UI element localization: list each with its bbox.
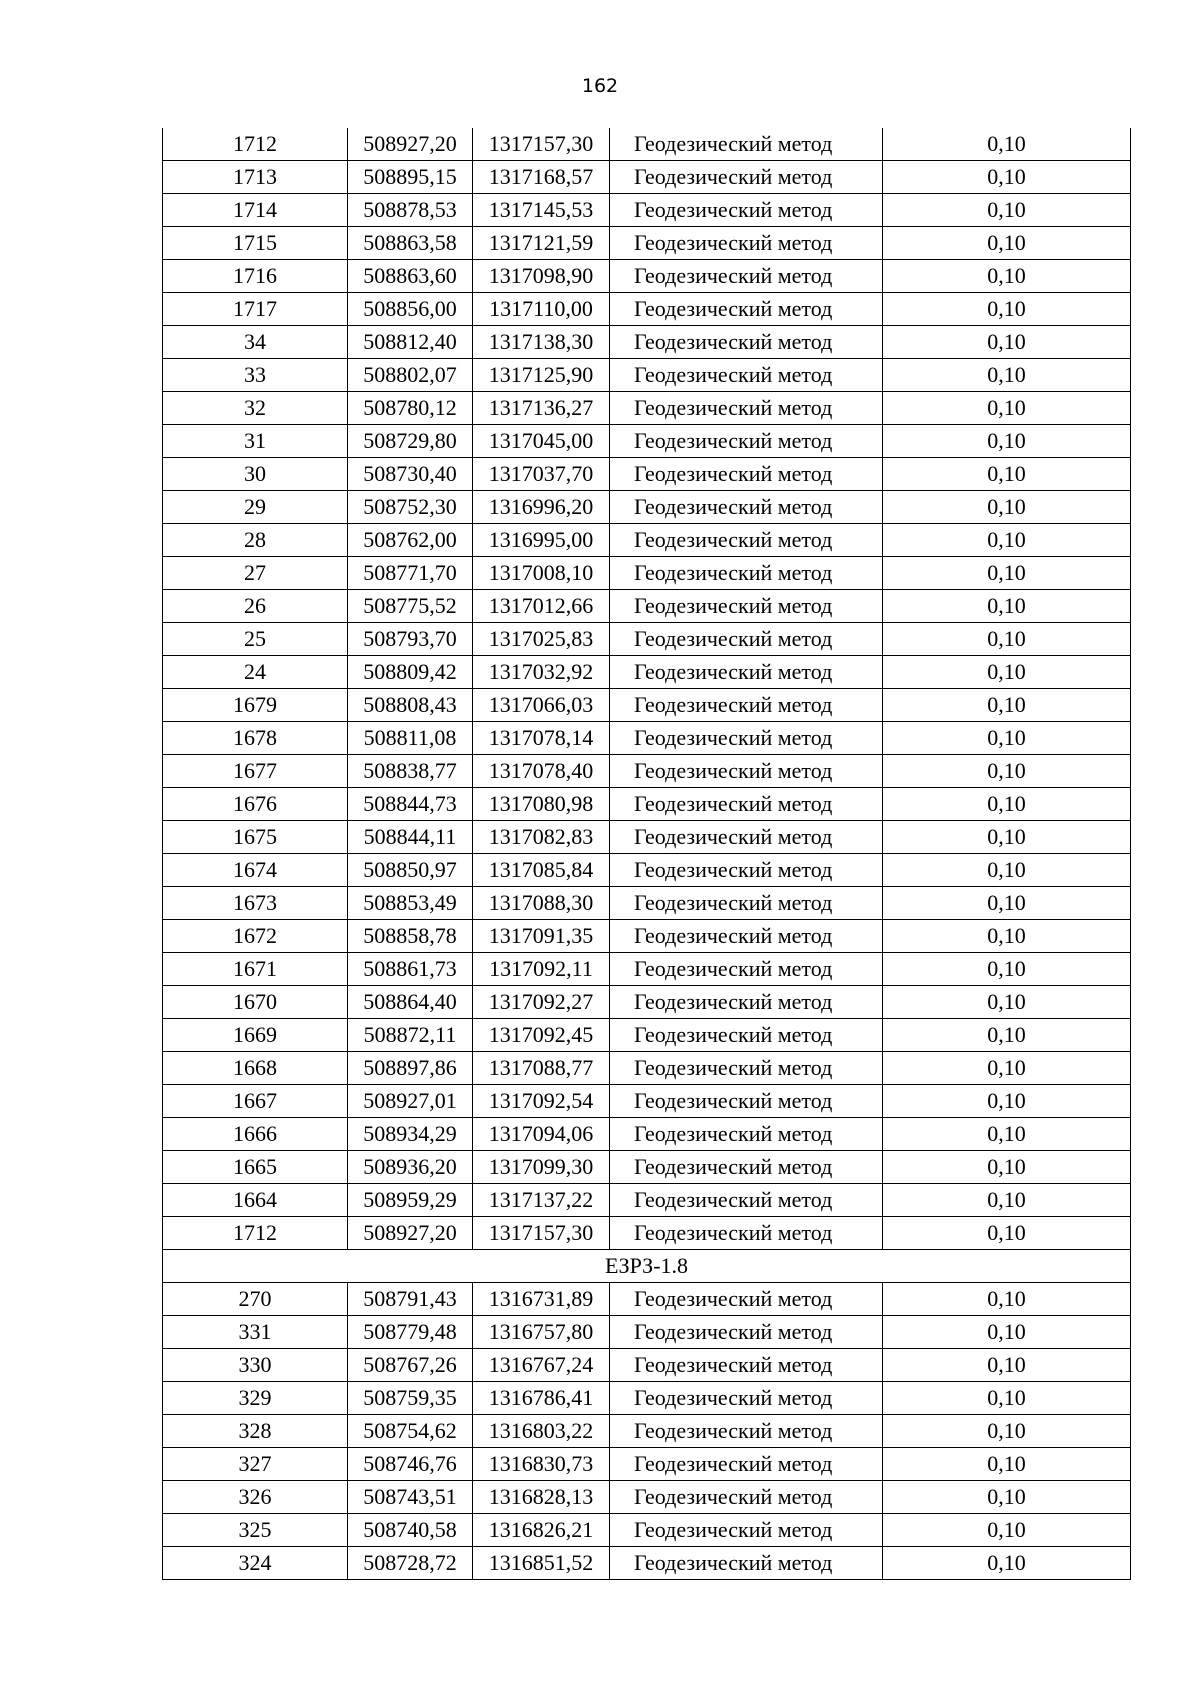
table-row bbox=[163, 689, 1131, 722]
accuracy-cell: 0,10 bbox=[883, 260, 1131, 293]
x-coordinate-cell: 508895,15 bbox=[348, 161, 473, 194]
point-number-cell: 1671 bbox=[163, 953, 348, 986]
method-cell: Геодезический метод bbox=[610, 260, 883, 293]
table-row bbox=[163, 920, 1131, 953]
point-number-cell: 28 bbox=[163, 524, 348, 557]
table-row bbox=[163, 887, 1131, 920]
method-cell: Геодезический метод bbox=[610, 755, 883, 788]
y-coordinate-cell: 1316731,89 bbox=[473, 1283, 610, 1316]
table-row bbox=[163, 821, 1131, 854]
accuracy-cell: 0,10 bbox=[883, 161, 1131, 194]
table-row bbox=[163, 1481, 1131, 1514]
accuracy-cell: 0,10 bbox=[883, 293, 1131, 326]
table-row bbox=[163, 1349, 1131, 1382]
method-cell: Геодезический метод bbox=[610, 161, 883, 194]
table-row bbox=[163, 854, 1131, 887]
point-number-cell: 27 bbox=[163, 557, 348, 590]
y-coordinate-cell: 1317157,30 bbox=[473, 128, 610, 161]
table-row bbox=[163, 1085, 1131, 1118]
x-coordinate-cell: 508844,11 bbox=[348, 821, 473, 854]
table-row bbox=[163, 524, 1131, 557]
point-number-cell: 26 bbox=[163, 590, 348, 623]
x-coordinate-cell: 508767,26 bbox=[348, 1349, 473, 1382]
method-cell: Геодезический метод bbox=[610, 1316, 883, 1349]
y-coordinate-cell: 1316826,21 bbox=[473, 1514, 610, 1547]
y-coordinate-cell: 1317121,59 bbox=[473, 227, 610, 260]
point-number-cell: 25 bbox=[163, 623, 348, 656]
accuracy-cell: 0,10 bbox=[883, 986, 1131, 1019]
table-row bbox=[163, 491, 1131, 524]
x-coordinate-cell: 508853,49 bbox=[348, 887, 473, 920]
method-cell: Геодезический метод bbox=[610, 1481, 883, 1514]
x-coordinate-cell: 508809,42 bbox=[348, 656, 473, 689]
x-coordinate-cell: 508863,58 bbox=[348, 227, 473, 260]
method-cell: Геодезический метод bbox=[610, 1151, 883, 1184]
accuracy-cell: 0,10 bbox=[883, 1052, 1131, 1085]
method-cell: Геодезический метод bbox=[610, 1514, 883, 1547]
coordinates-table bbox=[162, 128, 1131, 1580]
accuracy-cell: 0,10 bbox=[883, 491, 1131, 524]
method-cell: Геодезический метод bbox=[610, 359, 883, 392]
point-number-cell: 30 bbox=[163, 458, 348, 491]
x-coordinate-cell: 508856,00 bbox=[348, 293, 473, 326]
accuracy-cell: 0,10 bbox=[883, 722, 1131, 755]
point-number-cell: 1715 bbox=[163, 227, 348, 260]
method-cell: Геодезический метод bbox=[610, 458, 883, 491]
method-cell: Геодезический метод bbox=[610, 689, 883, 722]
table-row bbox=[163, 359, 1131, 392]
table-row bbox=[163, 128, 1131, 161]
x-coordinate-cell: 508775,52 bbox=[348, 590, 473, 623]
section-title: ЕЗРЗ-1.8 bbox=[163, 1250, 1131, 1283]
table-row bbox=[163, 590, 1131, 623]
method-cell: Геодезический метод bbox=[610, 1349, 883, 1382]
y-coordinate-cell: 1317080,98 bbox=[473, 788, 610, 821]
table-row bbox=[163, 392, 1131, 425]
y-coordinate-cell: 1317032,92 bbox=[473, 656, 610, 689]
x-coordinate-cell: 508779,48 bbox=[348, 1316, 473, 1349]
accuracy-cell: 0,10 bbox=[883, 1547, 1131, 1580]
table-row bbox=[163, 1052, 1131, 1085]
x-coordinate-cell: 508934,29 bbox=[348, 1118, 473, 1151]
table-row bbox=[163, 1316, 1131, 1349]
point-number-cell: 1716 bbox=[163, 260, 348, 293]
y-coordinate-cell: 1316996,20 bbox=[473, 491, 610, 524]
y-coordinate-cell: 1316830,73 bbox=[473, 1448, 610, 1481]
accuracy-cell: 0,10 bbox=[883, 854, 1131, 887]
table-row bbox=[163, 1118, 1131, 1151]
table-row bbox=[163, 557, 1131, 590]
x-coordinate-cell: 508861,73 bbox=[348, 953, 473, 986]
table-row bbox=[163, 1448, 1131, 1481]
x-coordinate-cell: 508959,29 bbox=[348, 1184, 473, 1217]
accuracy-cell: 0,10 bbox=[883, 1085, 1131, 1118]
point-number-cell: 1666 bbox=[163, 1118, 348, 1151]
accuracy-cell: 0,10 bbox=[883, 689, 1131, 722]
point-number-cell: 1712 bbox=[163, 128, 348, 161]
point-number-cell: 331 bbox=[163, 1316, 348, 1349]
x-coordinate-cell: 508759,35 bbox=[348, 1382, 473, 1415]
point-number-cell: 1664 bbox=[163, 1184, 348, 1217]
table-row bbox=[163, 293, 1131, 326]
table-row bbox=[163, 1019, 1131, 1052]
x-coordinate-cell: 508927,20 bbox=[348, 1217, 473, 1250]
x-coordinate-cell: 508780,12 bbox=[348, 392, 473, 425]
point-number-cell: 1667 bbox=[163, 1085, 348, 1118]
accuracy-cell: 0,10 bbox=[883, 359, 1131, 392]
table-row bbox=[163, 425, 1131, 458]
point-number-cell: 1677 bbox=[163, 755, 348, 788]
point-number-cell: 1673 bbox=[163, 887, 348, 920]
method-cell: Геодезический метод bbox=[610, 1019, 883, 1052]
x-coordinate-cell: 508936,20 bbox=[348, 1151, 473, 1184]
accuracy-cell: 0,10 bbox=[883, 821, 1131, 854]
table-row bbox=[163, 1514, 1131, 1547]
y-coordinate-cell: 1317088,77 bbox=[473, 1052, 610, 1085]
accuracy-cell: 0,10 bbox=[883, 194, 1131, 227]
accuracy-cell: 0,10 bbox=[883, 1019, 1131, 1052]
point-number-cell: 329 bbox=[163, 1382, 348, 1415]
y-coordinate-cell: 1317168,57 bbox=[473, 161, 610, 194]
accuracy-cell: 0,10 bbox=[883, 128, 1131, 161]
table-row bbox=[163, 194, 1131, 227]
method-cell: Геодезический метод bbox=[610, 524, 883, 557]
accuracy-cell: 0,10 bbox=[883, 227, 1131, 260]
method-cell: Геодезический метод bbox=[610, 920, 883, 953]
point-number-cell: 326 bbox=[163, 1481, 348, 1514]
y-coordinate-cell: 1316828,13 bbox=[473, 1481, 610, 1514]
x-coordinate-cell: 508864,40 bbox=[348, 986, 473, 1019]
y-coordinate-cell: 1317012,66 bbox=[473, 590, 610, 623]
accuracy-cell: 0,10 bbox=[883, 887, 1131, 920]
method-cell: Геодезический метод bbox=[610, 1448, 883, 1481]
method-cell: Геодезический метод bbox=[610, 557, 883, 590]
accuracy-cell: 0,10 bbox=[883, 425, 1131, 458]
point-number-cell: 1679 bbox=[163, 689, 348, 722]
point-number-cell: 327 bbox=[163, 1448, 348, 1481]
point-number-cell: 1669 bbox=[163, 1019, 348, 1052]
accuracy-cell: 0,10 bbox=[883, 1349, 1131, 1382]
method-cell: Геодезический метод bbox=[610, 491, 883, 524]
point-number-cell: 328 bbox=[163, 1415, 348, 1448]
y-coordinate-cell: 1316995,00 bbox=[473, 524, 610, 557]
y-coordinate-cell: 1317092,45 bbox=[473, 1019, 610, 1052]
table-row bbox=[163, 1151, 1131, 1184]
y-coordinate-cell: 1317099,30 bbox=[473, 1151, 610, 1184]
accuracy-cell: 0,10 bbox=[883, 1151, 1131, 1184]
point-number-cell: 1668 bbox=[163, 1052, 348, 1085]
table-row bbox=[163, 953, 1131, 986]
method-cell: Геодезический метод bbox=[610, 392, 883, 425]
y-coordinate-cell: 1317092,27 bbox=[473, 986, 610, 1019]
point-number-cell: 1713 bbox=[163, 161, 348, 194]
y-coordinate-cell: 1316767,24 bbox=[473, 1349, 610, 1382]
page-number: 162 bbox=[581, 75, 619, 97]
point-number-cell: 330 bbox=[163, 1349, 348, 1382]
table-row bbox=[163, 458, 1131, 491]
method-cell: Геодезический метод bbox=[610, 953, 883, 986]
table-row bbox=[163, 227, 1131, 260]
accuracy-cell: 0,10 bbox=[883, 458, 1131, 491]
table-row bbox=[163, 1415, 1131, 1448]
point-number-cell: 32 bbox=[163, 392, 348, 425]
x-coordinate-cell: 508808,43 bbox=[348, 689, 473, 722]
method-cell: Геодезический метод bbox=[610, 128, 883, 161]
point-number-cell: 24 bbox=[163, 656, 348, 689]
accuracy-cell: 0,10 bbox=[883, 953, 1131, 986]
y-coordinate-cell: 1316803,22 bbox=[473, 1415, 610, 1448]
y-coordinate-cell: 1317025,83 bbox=[473, 623, 610, 656]
x-coordinate-cell: 508863,60 bbox=[348, 260, 473, 293]
x-coordinate-cell: 508858,78 bbox=[348, 920, 473, 953]
table-row bbox=[163, 161, 1131, 194]
method-cell: Геодезический метод bbox=[610, 854, 883, 887]
y-coordinate-cell: 1317145,53 bbox=[473, 194, 610, 227]
method-cell: Геодезический метод bbox=[610, 590, 883, 623]
accuracy-cell: 0,10 bbox=[883, 1382, 1131, 1415]
y-coordinate-cell: 1317098,90 bbox=[473, 260, 610, 293]
accuracy-cell: 0,10 bbox=[883, 392, 1131, 425]
point-number-cell: 1675 bbox=[163, 821, 348, 854]
x-coordinate-cell: 508740,58 bbox=[348, 1514, 473, 1547]
table-row bbox=[163, 755, 1131, 788]
x-coordinate-cell: 508743,51 bbox=[348, 1481, 473, 1514]
y-coordinate-cell: 1317008,10 bbox=[473, 557, 610, 590]
x-coordinate-cell: 508746,76 bbox=[348, 1448, 473, 1481]
method-cell: Геодезический метод bbox=[610, 1415, 883, 1448]
x-coordinate-cell: 508878,53 bbox=[348, 194, 473, 227]
table-row bbox=[163, 1217, 1131, 1250]
y-coordinate-cell: 1316786,41 bbox=[473, 1382, 610, 1415]
point-number-cell: 1670 bbox=[163, 986, 348, 1019]
method-cell: Геодезический метод bbox=[610, 326, 883, 359]
method-cell: Геодезический метод bbox=[610, 227, 883, 260]
method-cell: Геодезический метод bbox=[610, 293, 883, 326]
x-coordinate-cell: 508811,08 bbox=[348, 722, 473, 755]
x-coordinate-cell: 508771,70 bbox=[348, 557, 473, 590]
table-row bbox=[163, 326, 1131, 359]
x-coordinate-cell: 508752,30 bbox=[348, 491, 473, 524]
point-number-cell: 1676 bbox=[163, 788, 348, 821]
method-cell: Геодезический метод bbox=[610, 623, 883, 656]
section-header-row bbox=[163, 1250, 1131, 1283]
y-coordinate-cell: 1317092,11 bbox=[473, 953, 610, 986]
accuracy-cell: 0,10 bbox=[883, 1283, 1131, 1316]
point-number-cell: 1678 bbox=[163, 722, 348, 755]
accuracy-cell: 0,10 bbox=[883, 1514, 1131, 1547]
coordinates-table-body bbox=[163, 128, 1131, 1580]
table-row bbox=[163, 986, 1131, 1019]
method-cell: Геодезический метод bbox=[610, 986, 883, 1019]
x-coordinate-cell: 508728,72 bbox=[348, 1547, 473, 1580]
point-number-cell: 34 bbox=[163, 326, 348, 359]
accuracy-cell: 0,10 bbox=[883, 590, 1131, 623]
method-cell: Геодезический метод bbox=[610, 1217, 883, 1250]
method-cell: Геодезический метод bbox=[610, 1547, 883, 1580]
y-coordinate-cell: 1317088,30 bbox=[473, 887, 610, 920]
method-cell: Геодезический метод bbox=[610, 1118, 883, 1151]
method-cell: Геодезический метод bbox=[610, 1283, 883, 1316]
accuracy-cell: 0,10 bbox=[883, 524, 1131, 557]
accuracy-cell: 0,10 bbox=[883, 920, 1131, 953]
x-coordinate-cell: 508791,43 bbox=[348, 1283, 473, 1316]
x-coordinate-cell: 508754,62 bbox=[348, 1415, 473, 1448]
point-number-cell: 1665 bbox=[163, 1151, 348, 1184]
y-coordinate-cell: 1317091,35 bbox=[473, 920, 610, 953]
accuracy-cell: 0,10 bbox=[883, 656, 1131, 689]
point-number-cell: 1674 bbox=[163, 854, 348, 887]
method-cell: Геодезический метод bbox=[610, 1382, 883, 1415]
y-coordinate-cell: 1317066,03 bbox=[473, 689, 610, 722]
point-number-cell: 270 bbox=[163, 1283, 348, 1316]
y-coordinate-cell: 1317136,27 bbox=[473, 392, 610, 425]
y-coordinate-cell: 1317138,30 bbox=[473, 326, 610, 359]
point-number-cell: 324 bbox=[163, 1547, 348, 1580]
y-coordinate-cell: 1317082,83 bbox=[473, 821, 610, 854]
x-coordinate-cell: 508802,07 bbox=[348, 359, 473, 392]
table-row bbox=[163, 722, 1131, 755]
accuracy-cell: 0,10 bbox=[883, 755, 1131, 788]
y-coordinate-cell: 1316851,52 bbox=[473, 1547, 610, 1580]
x-coordinate-cell: 508897,86 bbox=[348, 1052, 473, 1085]
point-number-cell: 29 bbox=[163, 491, 348, 524]
method-cell: Геодезический метод bbox=[610, 656, 883, 689]
y-coordinate-cell: 1317045,00 bbox=[473, 425, 610, 458]
method-cell: Геодезический метод bbox=[610, 788, 883, 821]
table-row bbox=[163, 656, 1131, 689]
point-number-cell: 1717 bbox=[163, 293, 348, 326]
point-number-cell: 33 bbox=[163, 359, 348, 392]
point-number-cell: 1714 bbox=[163, 194, 348, 227]
y-coordinate-cell: 1317078,14 bbox=[473, 722, 610, 755]
x-coordinate-cell: 508793,70 bbox=[348, 623, 473, 656]
y-coordinate-cell: 1317078,40 bbox=[473, 755, 610, 788]
accuracy-cell: 0,10 bbox=[883, 1184, 1131, 1217]
point-number-cell: 31 bbox=[163, 425, 348, 458]
x-coordinate-cell: 508730,40 bbox=[348, 458, 473, 491]
point-number-cell: 1672 bbox=[163, 920, 348, 953]
method-cell: Геодезический метод bbox=[610, 821, 883, 854]
table-row bbox=[163, 788, 1131, 821]
y-coordinate-cell: 1317110,00 bbox=[473, 293, 610, 326]
point-number-cell: 1712 bbox=[163, 1217, 348, 1250]
table-row bbox=[163, 1184, 1131, 1217]
accuracy-cell: 0,10 bbox=[883, 1316, 1131, 1349]
y-coordinate-cell: 1317137,22 bbox=[473, 1184, 610, 1217]
y-coordinate-cell: 1317092,54 bbox=[473, 1085, 610, 1118]
table-row bbox=[163, 1283, 1131, 1316]
y-coordinate-cell: 1316757,80 bbox=[473, 1316, 610, 1349]
table-row bbox=[163, 1382, 1131, 1415]
y-coordinate-cell: 1317085,84 bbox=[473, 854, 610, 887]
point-number-cell: 325 bbox=[163, 1514, 348, 1547]
accuracy-cell: 0,10 bbox=[883, 326, 1131, 359]
x-coordinate-cell: 508872,11 bbox=[348, 1019, 473, 1052]
x-coordinate-cell: 508729,80 bbox=[348, 425, 473, 458]
x-coordinate-cell: 508844,73 bbox=[348, 788, 473, 821]
method-cell: Геодезический метод bbox=[610, 722, 883, 755]
method-cell: Геодезический метод bbox=[610, 1085, 883, 1118]
y-coordinate-cell: 1317037,70 bbox=[473, 458, 610, 491]
accuracy-cell: 0,10 bbox=[883, 1448, 1131, 1481]
y-coordinate-cell: 1317094,06 bbox=[473, 1118, 610, 1151]
method-cell: Геодезический метод bbox=[610, 194, 883, 227]
method-cell: Геодезический метод bbox=[610, 1052, 883, 1085]
accuracy-cell: 0,10 bbox=[883, 1118, 1131, 1151]
table-row bbox=[163, 623, 1131, 656]
accuracy-cell: 0,10 bbox=[883, 1481, 1131, 1514]
x-coordinate-cell: 508838,77 bbox=[348, 755, 473, 788]
accuracy-cell: 0,10 bbox=[883, 623, 1131, 656]
x-coordinate-cell: 508812,40 bbox=[348, 326, 473, 359]
x-coordinate-cell: 508927,01 bbox=[348, 1085, 473, 1118]
table-row bbox=[163, 260, 1131, 293]
y-coordinate-cell: 1317125,90 bbox=[473, 359, 610, 392]
accuracy-cell: 0,10 bbox=[883, 788, 1131, 821]
method-cell: Геодезический метод bbox=[610, 887, 883, 920]
y-coordinate-cell: 1317157,30 bbox=[473, 1217, 610, 1250]
x-coordinate-cell: 508850,97 bbox=[348, 854, 473, 887]
accuracy-cell: 0,10 bbox=[883, 1415, 1131, 1448]
x-coordinate-cell: 508762,00 bbox=[348, 524, 473, 557]
method-cell: Геодезический метод bbox=[610, 425, 883, 458]
method-cell: Геодезический метод bbox=[610, 1184, 883, 1217]
table-row bbox=[163, 1547, 1131, 1580]
x-coordinate-cell: 508927,20 bbox=[348, 128, 473, 161]
accuracy-cell: 0,10 bbox=[883, 557, 1131, 590]
accuracy-cell: 0,10 bbox=[883, 1217, 1131, 1250]
